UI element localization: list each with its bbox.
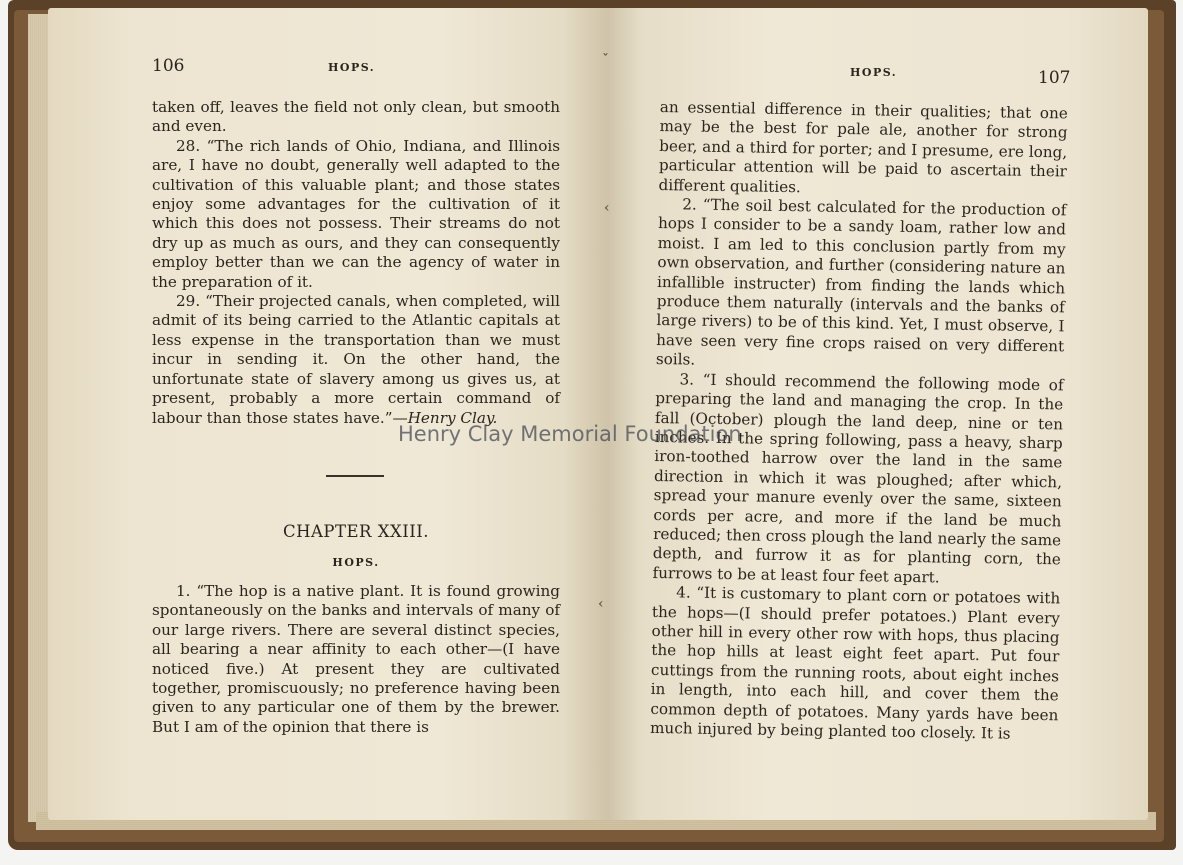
left-running-head: HOPS. [328, 61, 376, 74]
right-page [608, 8, 1148, 820]
left-paragraph-28: 28. “The rich lands of Ohio, Indiana, and Illinois are, I have no doubt, generally well adapted to the cultivation of this valuable plant; and those states enjoy some advantages for the cultivation of it which this does not possess. Their streams do not dry up as much as ours, and they can consequently employ better than we can the agency of water in the preparation of it. [152, 136, 560, 291]
right-paragraph-2: 2. “The soil best calculated for the production of hops I consider to be a sandy loam, rather low and moist. I am led to this conclusion partly from my own observation, and further (considering nature an infallible instructer) from finding the lands which produce them naturally (intervals and the banks of large rivers) to be of this kind. Yet, I must observe, I have seen very fine crops raised on very different soils. [655, 195, 1067, 369]
binding-thread-mark: ‹ [604, 200, 610, 216]
left-paragraph-29 [152, 292, 560, 428]
binding-thread-mark: ˇ [602, 52, 609, 68]
left-page-body [152, 98, 560, 428]
chapter-paragraph-1: 1. “The hop is a native plant. It is found growing spontaneously on the banks and intervals of many of our large rivers. There are several distinct species, all bearing a near affinity to each other—(I have noticed five.) At present they are cultivated together, promiscuously; no preference having been given to any particular one of them by the brewer. But I am of the opinion that there is [152, 582, 560, 736]
right-paragraph-0: an essential difference in their qualities; that one may be the best for pale ale, another for strong beer, and a third for porter; and I presume, ere long, particular attention will be paid to ascertain their different qualities. [658, 98, 1068, 196]
left-page-number: 106 [152, 56, 185, 76]
left-paragraph-29-text: 29. “Their projected canals, when completed, will admit of its being carried to the Atlantic capitals at less expense in the transportation than we must incur in sending it. On the other hand, the unfortunate state of slavery among us gives us, at present, probably a more certain command of labour than those states have.”— [152, 292, 560, 427]
section-divider [326, 475, 384, 477]
signature: Henry Clay. [407, 408, 498, 427]
chapter-subtitle: HOPS. [332, 556, 380, 569]
right-running-head: HOPS. [850, 66, 898, 79]
chapter-body [152, 582, 560, 737]
chapter-title: CHAPTER XXIII. [282, 522, 430, 541]
watermark: Henry Clay Memorial Foundation [398, 422, 742, 446]
left-page [48, 8, 608, 820]
binding-thread-mark: ‹ [598, 596, 604, 612]
right-paragraph-3: 3. “I should recommend the following mode of preparing the land and managing the crop. In the fall (October) plough the land deep, nine or ten inches. In the spring following, pass a heavy, sharp iron-toothed harrow over the land in the same direction in which it was ploughed; after which, spread your manure evenly over the same, sixteen cords per acre, and more if the land be much reduced; then cross plough the land nearly the same depth, and furrow it as for planting corn, the furrows to be at least four feet apart. [652, 370, 1064, 587]
left-paragraph-0: taken off, leaves the field not only clean, but smooth and even. [152, 98, 560, 136]
right-page-number: 107 [1038, 68, 1071, 88]
right-paragraph-4: 4. “It is customary to plant corn or potatoes with the hops—(I should prefer potatoes.) Plant every other hill in every other row with hops, thus placing the hop hills at least eight feet apart. Put four cuttings from the running roots, about eight inches in length, into each hill, and cover them the common depth of potatoes. Many yards have been much injured by being planted too closely. It is [649, 583, 1061, 743]
